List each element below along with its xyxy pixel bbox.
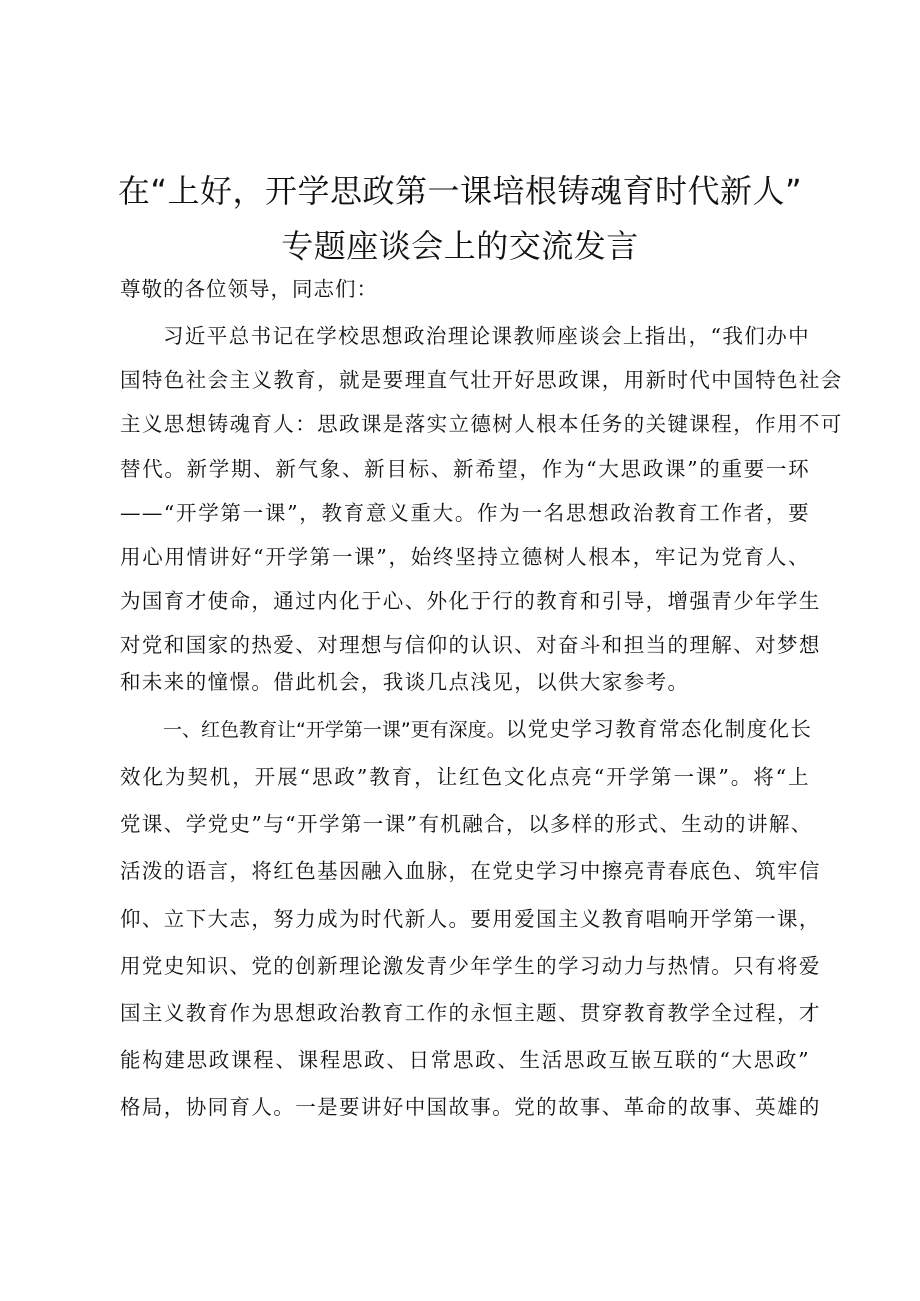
para1-line: 国特色社会主义教育，就是要理直气壮开好思政课，用新时代中国特色社会 bbox=[120, 368, 843, 392]
para2-line: 用党史知识、党的创新理论激发青少年学生的学习动力与热情。只有将爱 bbox=[120, 954, 821, 978]
para1-line: 对党和国家的热爱、对理想与信仰的认识、对奋斗和担当的理解、对梦想 bbox=[120, 633, 821, 657]
para2-line: 能构建思政课程、课程思政、日常思政、生活思政互嵌互联的“大思政” bbox=[120, 1048, 810, 1072]
para1-line: 替代。新学期、新气象、新目标、新希望，作为“大思政课”的重要一环 bbox=[120, 457, 810, 481]
para2-line: 仰、立下大志，努力成为时代新人。要用爱国主义教育唱响开学第一课， bbox=[120, 907, 821, 931]
document-title-line2: 专题座谈会上的交流发言 bbox=[281, 227, 639, 265]
section-heading: 一、红色教育让“开学第一课”更有深度。 bbox=[163, 719, 506, 741]
para2-line: 党课、学党史”与“开学第一课”有机融合，以多样的形式、生动的讲解、 bbox=[120, 812, 813, 836]
para1-line: ——“开学第一课”，教育意义重大。作为一名思想政治教育工作者，要 bbox=[120, 501, 810, 525]
para2-line: 格局，协同育人。一是要讲好中国故事。党的故事、革命的故事、英雄的 bbox=[120, 1095, 821, 1119]
para2-first-line bbox=[163, 712, 813, 742]
para2-line: 活泼的语言，将红色基因融入血脉，在党史学习中擦亮青春底色、筑牢信 bbox=[120, 859, 821, 883]
document-title-line1: 在“上好，开学思政第一课培根铸魂育时代新人” bbox=[117, 172, 803, 210]
para1-line: 用心用情讲好“开学第一课”，始终坚持立德树人根本，牢记为党育人、 bbox=[120, 545, 810, 569]
para2-line: 国主义教育作为思想政治教育工作的永恒主题、贯穿教育教学全过程，才 bbox=[120, 1001, 821, 1025]
para2-first-line-rest: 以党史学习教育常态化制度化长 bbox=[505, 717, 813, 741]
salutation: 尊敬的各位领导，同志们： bbox=[120, 277, 378, 301]
para1-line: 习近平总书记在学校思想政治理论课教师座谈会上指出，“我们办中 bbox=[163, 324, 810, 348]
para1-line: 和未来的憧憬。借此机会，我谈几点浅见，以供大家参考。 bbox=[120, 670, 690, 694]
para1-line: 为国育才使命，通过内化于心、外化于行的教育和引导，增强青少年学生 bbox=[120, 589, 821, 613]
para1-line: 主义思想铸魂育人：思政课是落实立德树人根本任务的关键课程，作用不可 bbox=[120, 412, 843, 436]
para2-line: 效化为契机，开展“思政”教育，让红色文化点亮“开学第一课”。将“上 bbox=[120, 765, 810, 789]
